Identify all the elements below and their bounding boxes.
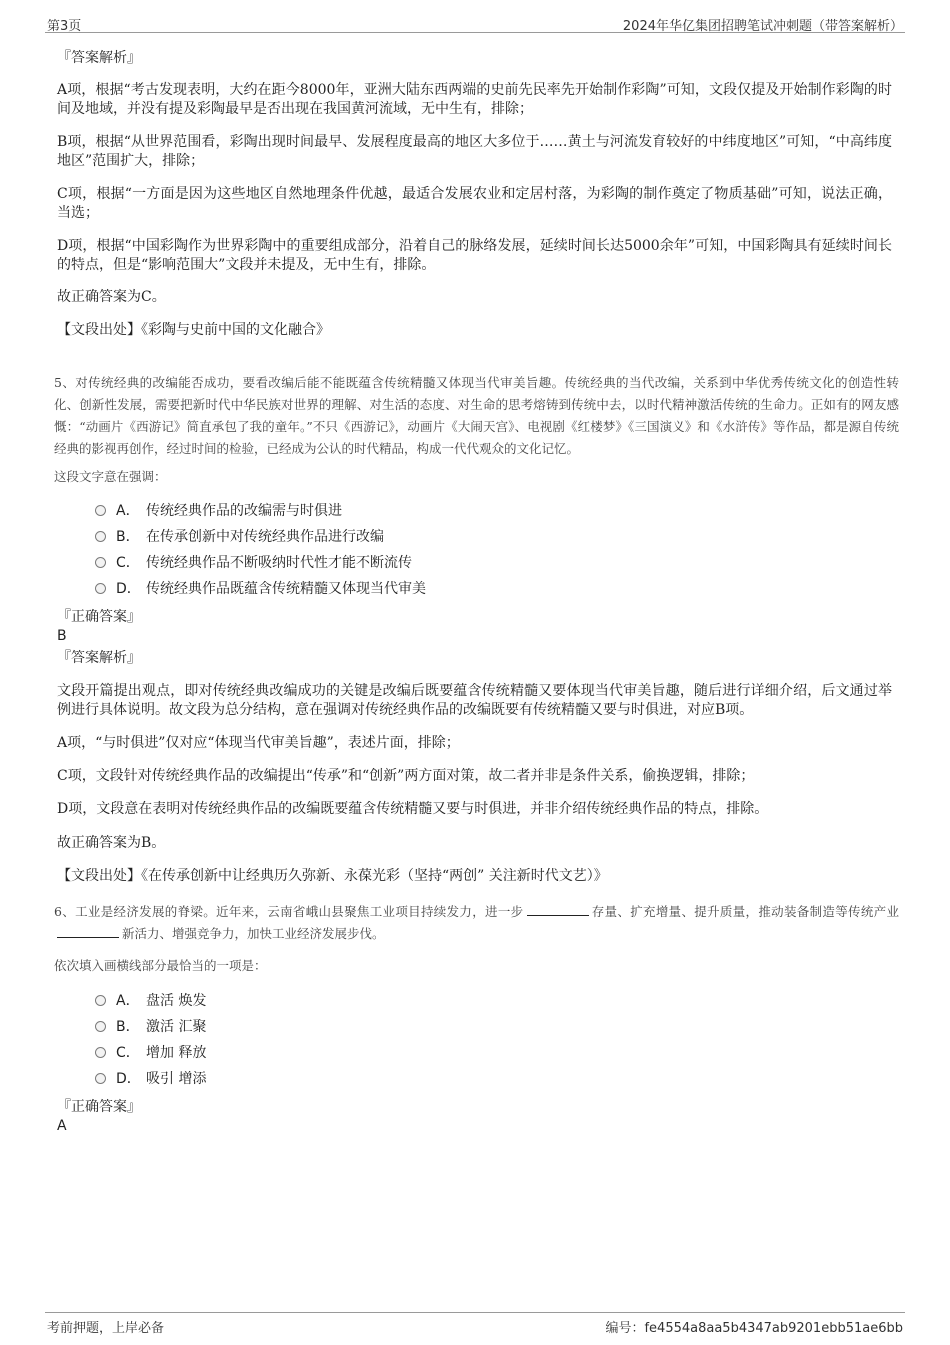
q5-option-a[interactable]: A． 传统经典作品的改编需与时俱进 [95, 500, 342, 522]
radio-button[interactable] [95, 583, 106, 594]
q5-analysis-a: A项，“与时俱进”仅对应“体现当代审美旨趣”，表述片面，排除； [57, 735, 460, 751]
q6-correct-answer: A [57, 1118, 67, 1134]
q5-option-d[interactable]: D． 传统经典作品既蕴含传统精髓又体现当代审美 [95, 578, 426, 600]
q6-correct-label: 『正确答案』 [57, 1099, 141, 1115]
q4-analysis-d: D项，根据“中国彩陶作为世界彩陶中的重要组成部分，沿着自己的脉络发展，延续时间长达5000余年”可知，中国彩陶具有延续时间长的特点，但是“影响范围大”文段并未提及，无中生有，排除。 [57, 238, 892, 273]
radio-button[interactable] [95, 1047, 106, 1058]
q4-analysis-b: B项，根据“从世界范围看，彩陶出现时间最早、发展程度最高的地区大多位于……黄土与河流发育较好的中纬度地区”可知，“中高纬度地区”范围扩大，排除； [57, 134, 892, 169]
q4-source: 【文段出处】《彩陶与史前中国的文化融合》 [57, 322, 330, 338]
q5-stem: 5、对传统经典的改编能否成功，要看改编后能不能既蕴含传统精髓又体现当代审美旨趣。传统经典的当代改编，关系到中华优秀传统文化的创造性转化、创新性发展，需要把新时代中华民族对世界的理解、对生活的态度、对生命的思考熔铸到传统中去，以时代精神激活传统的生命力。正如有的网友感慨：“动画片《西游记》简直承包了我的童年。”不只《西游记》，动画片《大闹天宫》、电视剧《红楼梦》《三国演义》和《水浒传》等作品，都是源自传统经典的影视再创作，经过时间的检验，已经成为公认的时代精品，构成一代代观众的文化记忆。 [54, 375, 899, 456]
q6-option-c[interactable]: C． 增加 释放 [95, 1042, 206, 1064]
document-code: 编号：fe4554a8aa5b4347ab9201ebb51ae6bb [605, 1321, 903, 1336]
q6-option-a[interactable]: A． 盘活 焕发 [95, 990, 206, 1012]
page-footer [45, 1312, 905, 1335]
q5-analysis-c: C项，文段针对传统经典作品的改编提出“传承”和“创新”两方面对策，故二者并非是条件关系，偷换逻辑，排除； [57, 768, 755, 784]
q5-option-b[interactable]: B． 在传承创新中对传统经典作品进行改编 [95, 526, 384, 548]
page-header [45, 10, 905, 33]
q5-correct-label: 『正确答案』 [57, 609, 141, 625]
radio-button[interactable] [95, 531, 106, 542]
q6-option-d[interactable]: D． 吸引 增添 [95, 1068, 206, 1090]
q5-analysis-d: D项，文段意在表明对传统经典作品的改编既要蕴含传统精髓又要与时俱进，并非介绍传统经典作品的特点，排除。 [57, 801, 769, 817]
q5-analysis-label: 『答案解析』 [57, 650, 141, 666]
page-number: 第3页 [47, 19, 82, 34]
radio-button[interactable] [95, 557, 106, 568]
q6-prompt: 依次填入画横线部分最恰当的一项是： [54, 958, 267, 973]
blank-line [57, 924, 119, 938]
q5-correct-answer: B [57, 628, 67, 644]
q6-stem: 6、工业是经济发展的脊梁。近年来，云南省峨山县聚焦工业项目持续发力，进一步 存量、扩充增量、提升质量，推动装备制造等传统产业新活力、增强竞争力，加快工业经济发展步伐。 [54, 904, 899, 941]
q5-source: 【文段出处】《在传承创新中让经典历久弥新、永葆光彩（坚持“两创” 关注新时代文艺）》 [57, 868, 608, 884]
q4-analysis-label: 『答案解析』 [57, 50, 141, 66]
q4-conclusion: 故正确答案为C。 [57, 289, 166, 305]
footer-slogan: 考前押题，上岸必备 [47, 1321, 165, 1336]
radio-button[interactable] [95, 1021, 106, 1032]
q5-option-c[interactable]: C． 传统经典作品不断吸纳时代性才能不断流传 [95, 552, 412, 574]
q5-prompt: 这段文字意在强调： [54, 469, 167, 484]
blank-line [527, 902, 589, 916]
radio-button[interactable] [95, 1073, 106, 1084]
q5-conclusion: 故正确答案为B。 [57, 835, 166, 851]
radio-button[interactable] [95, 505, 106, 516]
document-title: 2024年华亿集团招聘笔试冲刺题（带答案解析） [622, 19, 903, 34]
q4-analysis-a: A项，根据“考古发现表明，大约在距今8000年，亚洲大陆东西两端的史前先民率先开始制作彩陶”可知，文段仅提及开始制作彩陶的时间及地域，并没有提及彩陶最早是否出现在我国黄河流域，无中生有，排除； [57, 82, 892, 117]
q5-analysis-main: 文段开篇提出观点，即对传统经典改编成功的关键是改编后既要蕴含传统精髓又要体现当代审美旨趣，随后进行详细介绍，后文通过举例进行具体说明。故文段为总分结构，意在强调对传统经典作品的改编既要有传统精髓又要与时俱进，对应B项。 [57, 683, 892, 718]
q6-option-b[interactable]: B． 激活 汇聚 [95, 1016, 206, 1038]
radio-button[interactable] [95, 995, 106, 1006]
q4-analysis-c: C项，根据“一方面是因为这些地区自然地理条件优越，最适合发展农业和定居村落，为彩陶的制作奠定了物质基础”可知，说法正确，当选； [57, 186, 892, 221]
